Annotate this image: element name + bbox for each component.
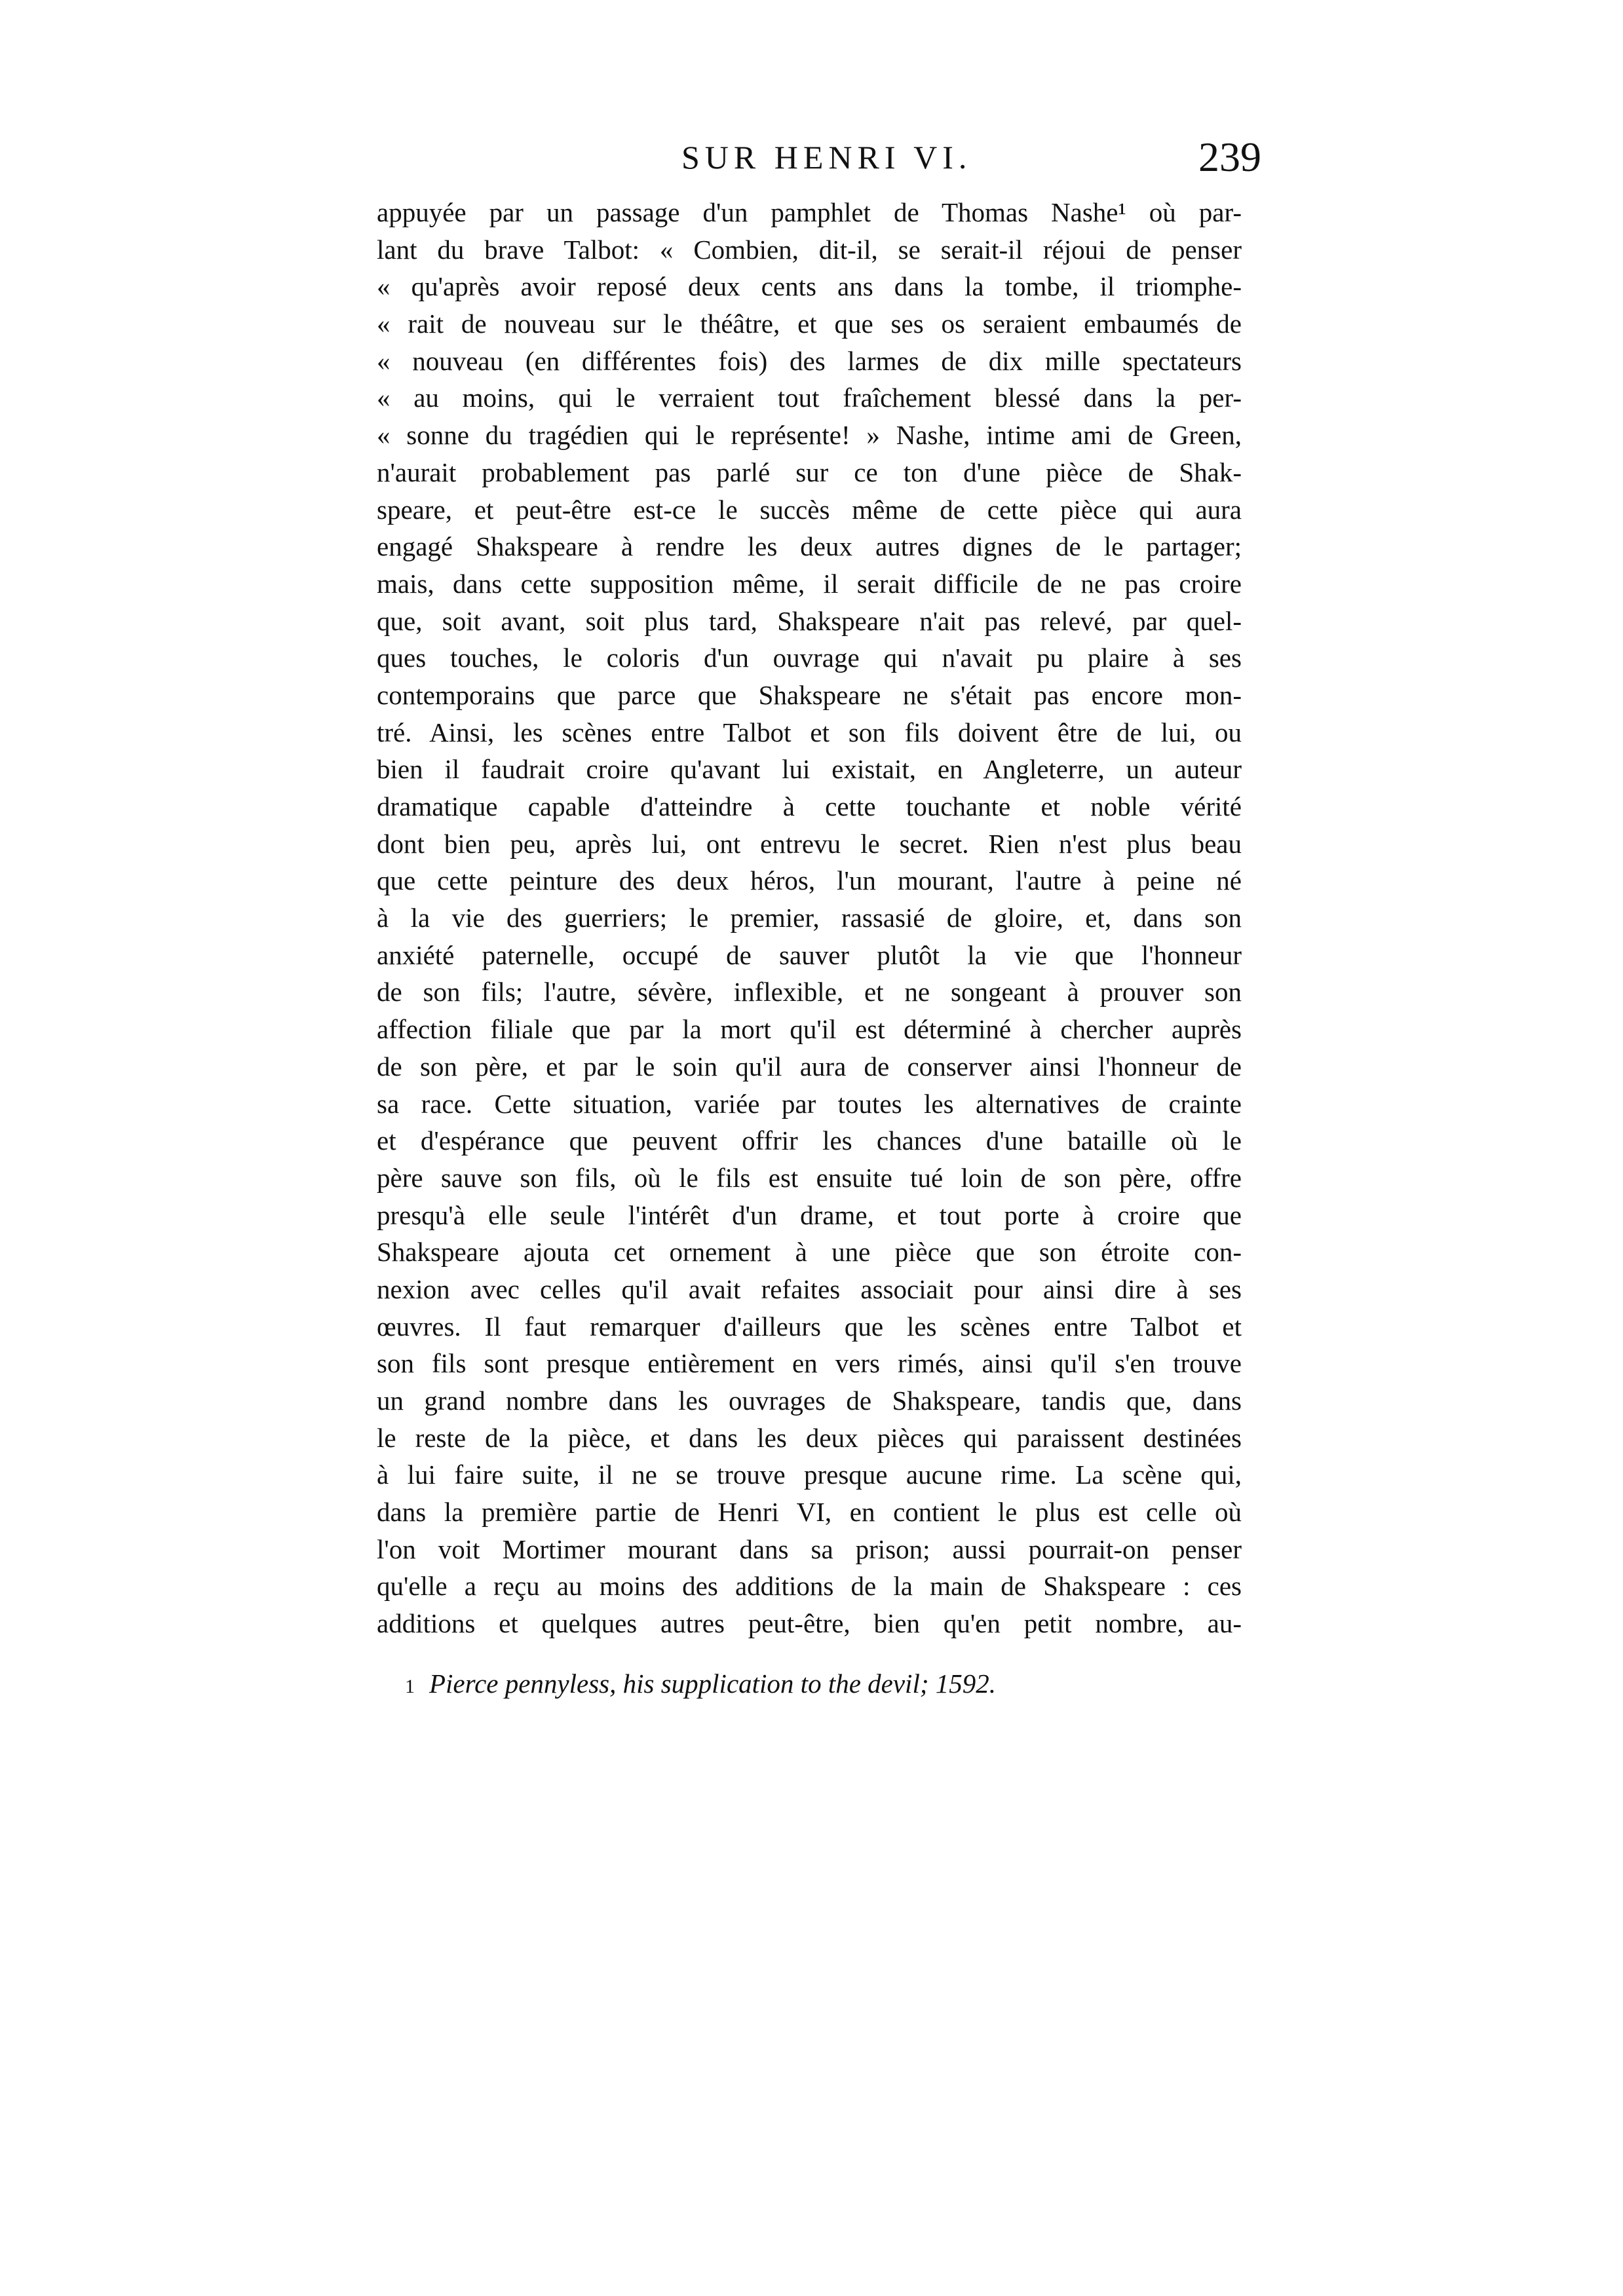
text-line: à la vie des guerriers; le premier, rassasié de gloire, et, dans son [377, 903, 1242, 933]
body-text [377, 194, 1242, 1642]
text-line: « qu'après avoir reposé deux cents ans dans la tombe, il triomphe- [377, 271, 1242, 302]
text-line: que cette peinture des deux héros, l'un mourant, l'autre à peine né [377, 865, 1242, 896]
text-line: « sonne du tragédien qui le représente! » Nashe, intime ami de Green, [377, 420, 1242, 451]
text-line: de son fils; l'autre, sévère, inflexible, et ne songeant à prouver son [377, 977, 1242, 1007]
text-line: un grand nombre dans les ouvrages de Shakspeare, tandis que, dans [377, 1385, 1242, 1416]
text-line: père sauve son fils, où le fils est ensuite tué loin de son père, offre [377, 1162, 1242, 1193]
text-line: qu'elle a reçu au moins des additions de la main de Shakspeare : ces [377, 1571, 1242, 1602]
text-line: à lui faire suite, il ne se trouve presque aucune rime. La scène qui, [377, 1459, 1242, 1490]
text-line: speare, et peut-être est-ce le succès même de cette pièce qui aura [377, 494, 1242, 525]
footnote [405, 1664, 1191, 1706]
text-line: le reste de la pièce, et dans les deux pièces qui paraissent destinées [377, 1422, 1242, 1453]
page-header [377, 131, 1261, 183]
text-line: de son père, et par le soin qu'il aura de conserver ainsi l'honneur de [377, 1051, 1242, 1082]
text-line: engagé Shakspeare à rendre les deux autres dignes de le partager; [377, 531, 1242, 562]
text-line: nexion avec celles qu'il avait refaites associait pour ainsi dire à ses [377, 1273, 1242, 1304]
text-line: affection filiale que par la mort qu'il est déterminé à chercher auprès [377, 1014, 1242, 1045]
text-line: l'on voit Mortimer mourant dans sa prison; aussi pourrait-on penser [377, 1534, 1242, 1564]
text-line: appuyée par un passage d'un pamphlet de Thomas Nashe¹ où par- [377, 197, 1242, 227]
text-line: ques touches, le coloris d'un ouvrage qui n'avait pu plaire à ses [377, 643, 1242, 673]
text-line: mais, dans cette supposition même, il serait difficile de ne pas croire [377, 568, 1242, 599]
text-line: anxiété paternelle, occupé de sauver plutôt la vie que l'honneur [377, 939, 1242, 970]
text-line: « au moins, qui le verraient tout fraîchement blessé dans la per- [377, 383, 1242, 413]
text-line: dans la première partie de Henri VI, en contient le plus est celle où [377, 1497, 1242, 1528]
text-line: « rait de nouveau sur le théâtre, et que ses os seraient embaumés de [377, 309, 1242, 339]
text-line: tré. Ainsi, les scènes entre Talbot et son fils doivent être de lui, ou [377, 717, 1242, 747]
text-line: dramatique capable d'atteindre à cette touchante et noble vérité [377, 791, 1242, 821]
footnote-marker: 1 [405, 1676, 415, 1697]
text-line: lant du brave Talbot: « Combien, dit-il, se serait-il réjoui de penser [377, 234, 1242, 265]
text-line: contemporains que parce que Shakspeare ne s'était pas encore mon- [377, 679, 1242, 710]
text-line: « nouveau (en différentes fois) des larmes de dix mille spectateurs [377, 345, 1242, 376]
text-line: que, soit avant, soit plus tard, Shakspeare n'ait pas relevé, par quel- [377, 605, 1242, 636]
text-line: n'aurait probablement pas parlé sur ce ton d'une pièce de Shak- [377, 457, 1242, 487]
running-head: SUR HENRI VI. [681, 139, 972, 176]
text-line: Shakspeare ajouta cet ornement à une pièce que son étroite con- [377, 1237, 1242, 1268]
page-number: 239 [1198, 134, 1261, 180]
text-line: bien il faudrait croire qu'avant lui existait, en Angleterre, un auteur [377, 754, 1242, 785]
text-line: œuvres. Il faut remarquer d'ailleurs que les scènes entre Talbot et [377, 1311, 1242, 1342]
text-line: et d'espérance que peuvent offrir les chances d'une bataille où le [377, 1125, 1242, 1156]
text-line: additions et quelques autres peut-être, bien qu'en petit nombre, au- [377, 1608, 1242, 1639]
footnote-text: Pierce pennyless, his supplication to the devil; 1592. [429, 1668, 996, 1699]
text-line: presqu'à elle seule l'intérêt d'un drame, et tout porte à croire que [377, 1199, 1242, 1230]
text-line: sa race. Cette situation, variée par toutes les alternatives de crainte [377, 1088, 1242, 1119]
text-line: son fils sont presque entièrement en vers rimés, ainsi qu'il s'en trouve [377, 1348, 1242, 1379]
text-line: dont bien peu, après lui, ont entrevu le secret. Rien n'est plus beau [377, 828, 1242, 859]
